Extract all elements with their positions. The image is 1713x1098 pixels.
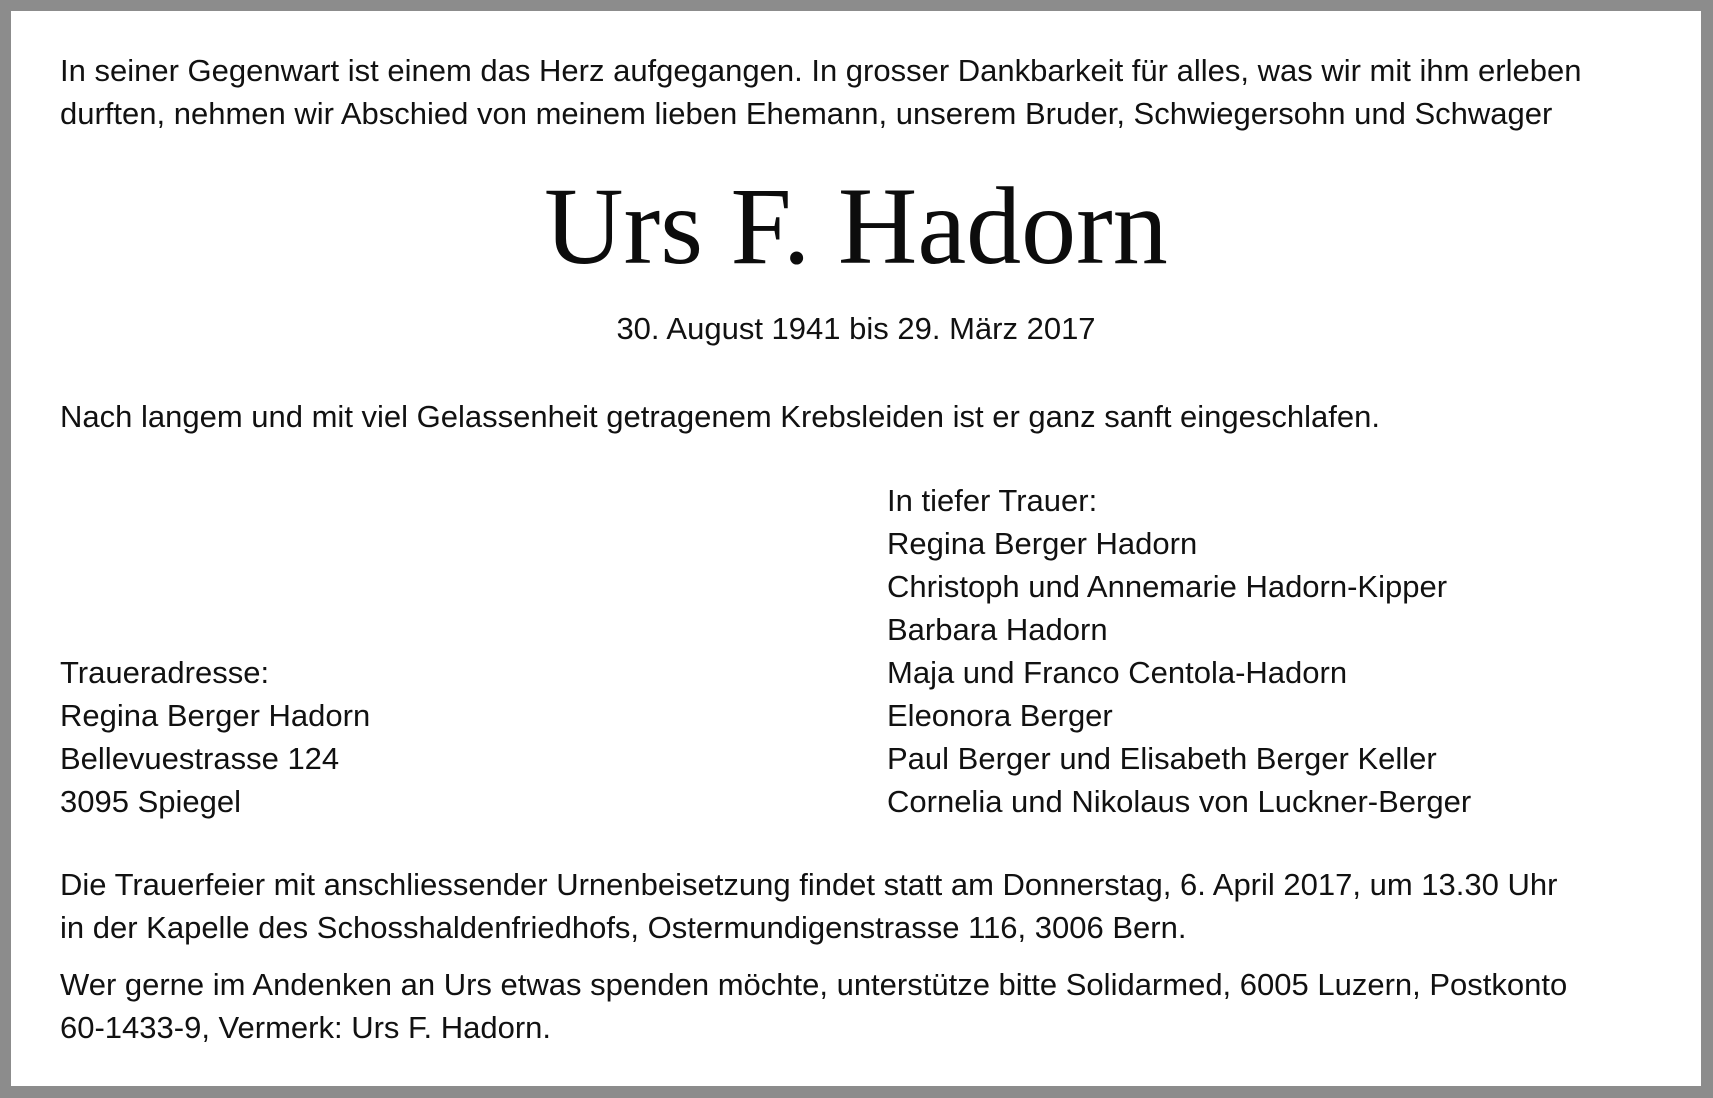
life-dates: 30. August 1941 bis 29. März 2017 xyxy=(616,311,1096,346)
mourners-list xyxy=(887,479,1471,823)
obituary-notice xyxy=(11,11,1701,1086)
intro-line-1: In seiner Gegenwart ist einem das Herz aufgegangen. In grosser Dankbarkeit für alles, was wir mit ihm erleben xyxy=(60,53,1582,88)
mourner-name: Barbara Hadorn xyxy=(887,612,1108,647)
deceased-name: Urs F. Hadorn xyxy=(544,165,1168,287)
mourner-name: Cornelia und Nikolaus von Luckner-Berger xyxy=(887,784,1472,819)
ceremony-line-1: Die Trauerfeier mit anschliessender Urnenbeisetzung findet statt am Donnerstag, 6. April 2017, um 13.30 Uhr xyxy=(60,867,1558,902)
address-street: Bellevuestrasse 124 xyxy=(60,741,340,776)
mourner-name: Christoph und Annemarie Hadorn-Kipper xyxy=(887,569,1448,604)
mourner-name: Eleonora Berger xyxy=(887,698,1113,733)
address-name: Regina Berger Hadorn xyxy=(60,698,371,733)
donation-line-2: 60-1433-9, Vermerk: Urs F. Hadorn. xyxy=(60,1010,552,1045)
address-city: 3095 Spiegel xyxy=(60,784,241,819)
address-heading: Traueradresse: xyxy=(60,655,270,690)
mourners-heading: In tiefer Trauer: xyxy=(887,483,1098,518)
mourner-name: Regina Berger Hadorn xyxy=(887,526,1198,561)
donation-line-1: Wer gerne im Andenken an Urs etwas spenden möchte, unterstütze bitte Solidarmed, 6005 Luzern, Postkonto xyxy=(60,967,1568,1002)
intro-paragraph xyxy=(60,49,1581,135)
mourner-name: Maja und Franco Centola-Hadorn xyxy=(887,655,1348,690)
statement-paragraph: Nach langem und mit viel Gelassenheit getragenem Krebsleiden ist er ganz sanft eingeschlafen. xyxy=(60,399,1380,434)
ceremony-paragraph xyxy=(60,863,1557,949)
mourner-name: Paul Berger und Elisabeth Berger Keller xyxy=(887,741,1437,776)
donation-paragraph xyxy=(60,963,1567,1049)
ceremony-line-2: in der Kapelle des Schosshaldenfriedhofs, Ostermundigenstrasse 116, 3006 Bern. xyxy=(60,910,1187,945)
intro-line-2: durften, nehmen wir Abschied von meinem lieben Ehemann, unserem Bruder, Schwiegersohn und Schwager xyxy=(60,96,1553,131)
mourning-address xyxy=(60,651,370,823)
